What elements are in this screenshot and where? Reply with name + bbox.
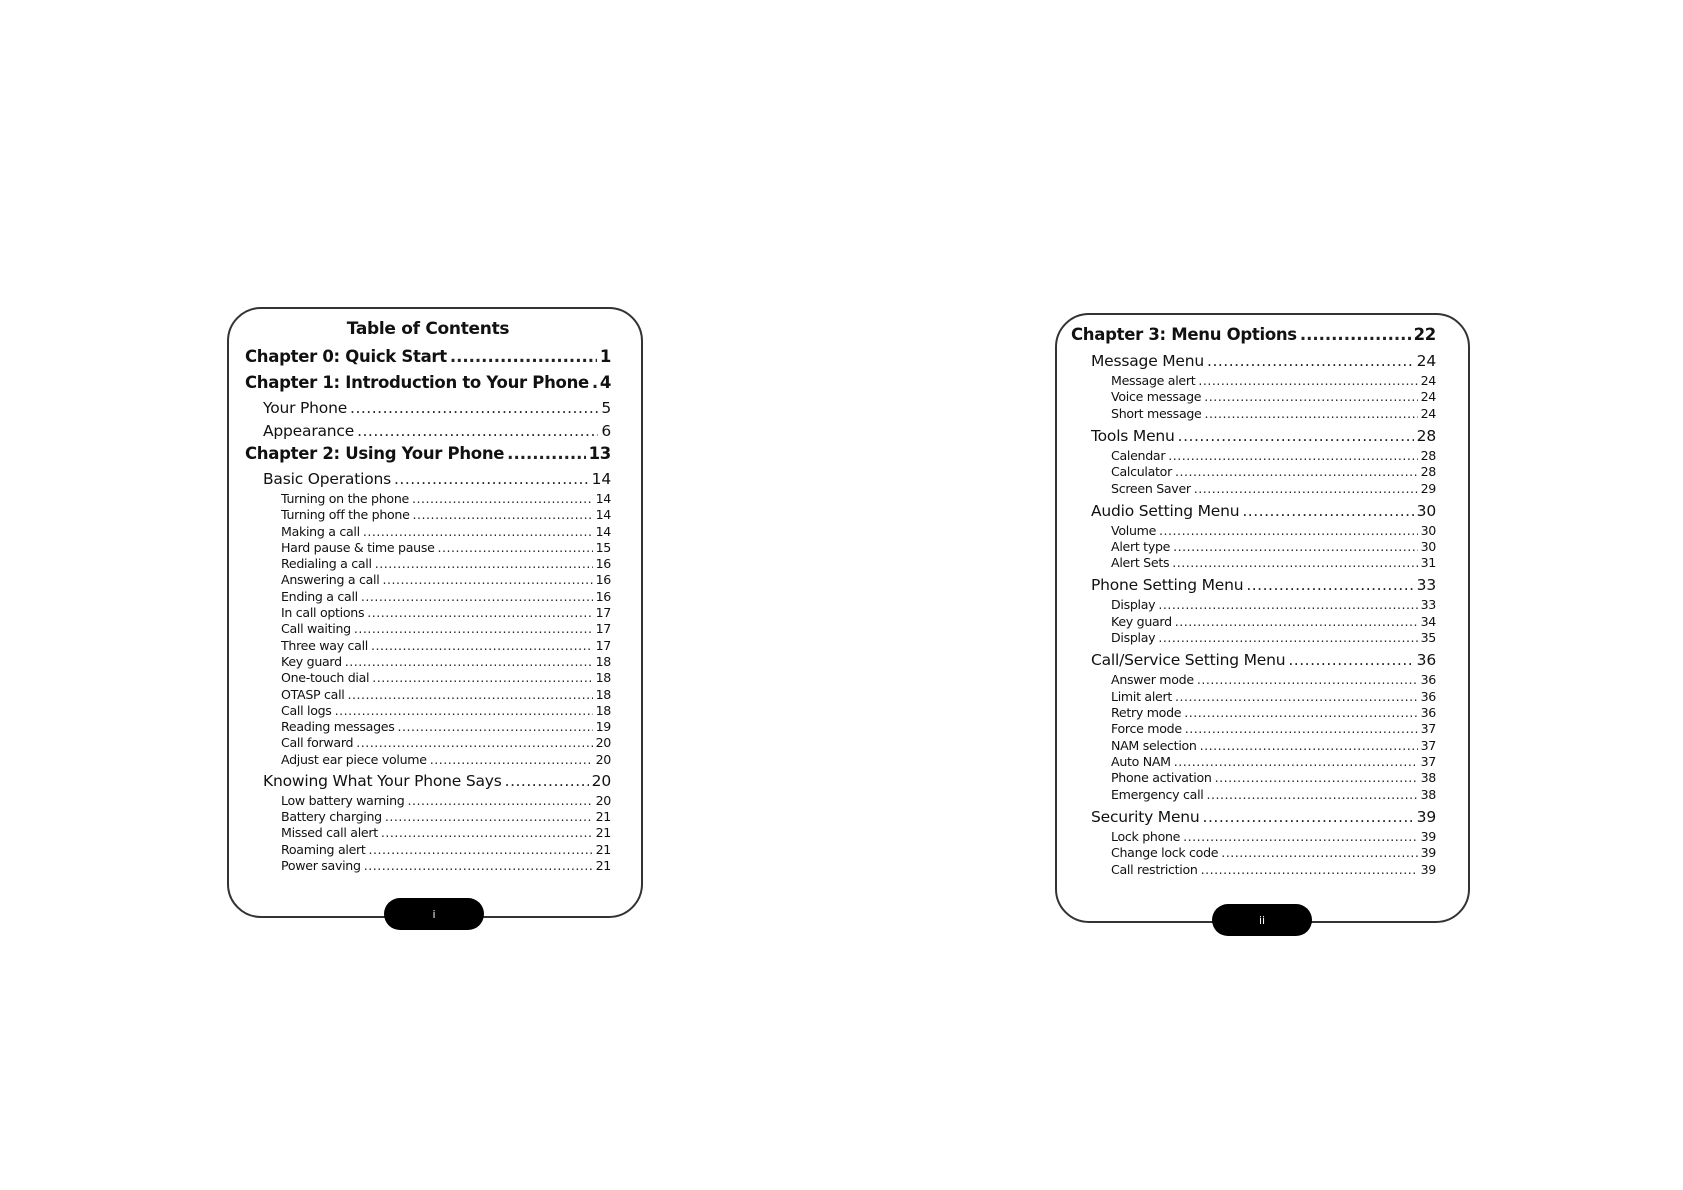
toc-entry-item[interactable]	[281, 541, 611, 555]
page-number-tab: ii	[1212, 904, 1312, 936]
entry-label: Display	[1111, 597, 1156, 613]
leader-dots	[430, 753, 593, 767]
entry-page-number: 20	[595, 751, 611, 767]
entry-label: Alert Sets	[1111, 555, 1170, 571]
entry-label: Call restriction	[1111, 861, 1198, 877]
entry-page-number: 24	[1420, 373, 1436, 388]
entry-page-number: 18	[595, 686, 611, 702]
toc-list	[1071, 325, 1436, 879]
toc-entry-section[interactable]	[263, 470, 611, 488]
entry-page-number: 22	[1413, 325, 1436, 344]
entry-page-number: 6	[601, 422, 611, 440]
toc-entry-item[interactable]	[281, 557, 611, 571]
leader-dots	[357, 422, 598, 440]
toc-entry-item[interactable]	[281, 826, 611, 840]
entry-page-number: 37	[1420, 737, 1436, 753]
leader-dots	[1175, 690, 1418, 704]
entry-label: Tools Menu	[1091, 426, 1175, 445]
entry-label: Basic Operations	[263, 470, 391, 488]
toc-entry-item[interactable]	[281, 671, 611, 685]
toc-entry-item[interactable]	[1111, 407, 1436, 421]
entry-label: Short message	[1111, 405, 1202, 421]
entry-page-number: 14	[591, 470, 611, 488]
leader-dots	[1184, 706, 1417, 720]
leader-dots	[347, 688, 592, 702]
entry-label: Hard pause & time pause	[281, 539, 435, 555]
leader-dots	[367, 606, 592, 620]
toc-entry-item[interactable]	[281, 525, 611, 539]
entry-page-number: 16	[595, 588, 611, 604]
leader-dots	[1158, 598, 1417, 612]
leader-dots	[364, 859, 593, 873]
entry-label: Auto NAM	[1111, 754, 1171, 770]
entry-label: Alert type	[1111, 538, 1171, 554]
toc-entry-item[interactable]	[281, 606, 611, 620]
entry-page-number: 17	[595, 621, 611, 637]
entry-page-number: 37	[1420, 721, 1436, 737]
entry-label: Calendar	[1111, 447, 1166, 463]
entry-label: Call forward	[281, 735, 354, 751]
entry-page-number: 14	[595, 523, 611, 539]
entry-page-number: 31	[1420, 555, 1436, 571]
leader-dots	[1175, 465, 1418, 479]
entry-label: Making a call	[281, 523, 360, 539]
leader-dots	[363, 525, 593, 539]
leader-dots	[356, 736, 592, 750]
leader-dots	[1174, 755, 1418, 769]
entry-label: Emergency call	[1111, 786, 1204, 802]
toc-entry-chapter[interactable]	[245, 444, 611, 463]
leader-dots	[1201, 863, 1418, 877]
entry-page-number: 28	[1416, 426, 1436, 445]
entry-page-number: 21	[595, 825, 611, 841]
entry-page-number: 35	[1420, 630, 1436, 646]
entry-label: Turning off the phone	[281, 507, 410, 523]
entry-label: Call waiting	[281, 621, 351, 637]
entry-page-number: 20	[595, 735, 611, 751]
toc-entry-section[interactable]	[1091, 352, 1436, 370]
entry-page-number: 21	[595, 841, 611, 857]
leader-dots	[1203, 808, 1414, 826]
leader-dots	[1221, 846, 1417, 860]
entry-page-number: 38	[1420, 770, 1436, 786]
entry-label: Key guard	[1111, 613, 1172, 629]
entry-page-number: 29	[1420, 480, 1436, 496]
entry-page-number: 19	[595, 719, 611, 735]
toc-entry-item[interactable]	[281, 753, 611, 767]
entry-page-number: 14	[595, 491, 611, 506]
toc-entry-section[interactable]	[1091, 502, 1436, 520]
toc-entry-item[interactable]	[1111, 390, 1436, 404]
leader-dots	[381, 826, 593, 840]
leader-dots	[1206, 788, 1417, 802]
leader-dots	[382, 573, 592, 587]
entry-label: Message Menu	[1091, 352, 1205, 370]
entry-page-number: 33	[1420, 597, 1436, 613]
leader-dots	[1242, 502, 1413, 520]
entry-label: Lock phone	[1111, 828, 1181, 844]
toc-entry-item[interactable]	[1111, 788, 1436, 802]
entry-page-number: 33	[1416, 576, 1436, 595]
toc-entry-item[interactable]	[281, 704, 611, 718]
entry-label: Power saving	[281, 857, 361, 873]
entry-page-number: 38	[1420, 786, 1436, 802]
toc-entry-item[interactable]	[281, 720, 611, 734]
entry-label: Chapter 0: Quick Start	[245, 347, 447, 366]
leader-dots	[371, 639, 593, 653]
leader-dots	[361, 590, 593, 604]
toc-entry-item[interactable]	[281, 639, 611, 653]
entry-page-number: 30	[1420, 538, 1436, 554]
entry-label: Missed call alert	[281, 825, 378, 841]
leader-dots	[1178, 427, 1414, 445]
toc-entry-item[interactable]	[281, 859, 611, 873]
entry-page-number: 20	[591, 771, 611, 790]
entry-page-number: 1	[599, 347, 611, 366]
toc-entry-item[interactable]	[1111, 615, 1436, 629]
entry-page-number: 39	[1420, 828, 1436, 844]
entry-page-number: 21	[595, 857, 611, 873]
entry-label: Reading messages	[281, 719, 395, 735]
toc-entry-item[interactable]	[281, 843, 611, 857]
leader-dots	[1168, 449, 1417, 463]
toc-entry-item[interactable]	[1111, 631, 1436, 645]
leader-dots	[408, 794, 593, 808]
toc-entry-item[interactable]	[281, 810, 611, 824]
toc-entry-item[interactable]	[1111, 755, 1436, 769]
leader-dots	[1173, 540, 1417, 554]
entry-page-number: 13	[588, 444, 611, 463]
toc-entry-item[interactable]	[281, 508, 611, 522]
toc-entry-item[interactable]	[1111, 540, 1436, 554]
entry-label: Chapter 3: Menu Options	[1071, 325, 1297, 344]
toc-entry-item[interactable]	[281, 492, 611, 506]
entry-label: Answer mode	[1111, 672, 1194, 688]
toc-entry-item[interactable]	[281, 590, 611, 604]
toc-entry-section[interactable]	[263, 772, 611, 790]
entry-page-number: 4	[599, 373, 611, 392]
leader-dots	[1185, 722, 1418, 736]
leader-dots	[354, 622, 593, 636]
leader-dots	[1200, 739, 1418, 753]
leader-dots	[372, 671, 592, 685]
leader-dots	[1246, 576, 1413, 594]
toc-entry-item[interactable]	[1111, 846, 1436, 860]
entry-label: Limit alert	[1111, 688, 1173, 704]
entry-label: Key guard	[281, 653, 342, 669]
entry-label: Audio Setting Menu	[1091, 501, 1240, 520]
toc-list	[245, 319, 611, 875]
leader-dots	[1159, 524, 1418, 538]
entry-page-number: 24	[1420, 405, 1436, 421]
entry-label: Display	[1111, 630, 1156, 646]
toc-title: Table of Contents	[346, 319, 510, 339]
entry-page-number: 30	[1420, 522, 1436, 538]
leader-dots	[592, 373, 597, 392]
toc-entry-section[interactable]	[1091, 427, 1436, 445]
toc-entry-section[interactable]	[1091, 576, 1436, 594]
leader-dots	[1198, 374, 1417, 388]
entry-page-number: 18	[595, 653, 611, 669]
entry-page-number: 28	[1420, 447, 1436, 463]
entry-label: Force mode	[1111, 721, 1182, 737]
entry-label: Retry mode	[1111, 704, 1182, 720]
entry-page-number: 39	[1416, 807, 1436, 826]
toc-entry-item[interactable]	[281, 655, 611, 669]
entry-label: Battery charging	[281, 809, 382, 825]
entry-label: NAM selection	[1111, 737, 1197, 753]
entry-label: Volume	[1111, 522, 1157, 538]
entry-page-number: 24	[1416, 352, 1436, 370]
entry-label: Call logs	[281, 702, 332, 718]
entry-label: Adjust ear piece volume	[281, 751, 427, 767]
entry-label: Turning on the phone	[281, 491, 409, 506]
leader-dots	[1158, 631, 1417, 645]
toc-page-right	[1055, 313, 1470, 923]
toc-entry-section[interactable]	[263, 422, 611, 440]
entry-label: Change lock code	[1111, 845, 1219, 861]
entry-page-number: 24	[1420, 389, 1436, 405]
toc-entry-chapter[interactable]	[245, 347, 611, 366]
leader-dots	[394, 470, 589, 488]
entry-page-number: 16	[595, 572, 611, 588]
entry-label: Knowing What Your Phone Says	[263, 771, 502, 790]
entry-label: OTASP call	[281, 686, 345, 702]
entry-label: Security Menu	[1091, 807, 1200, 826]
entry-page-number: 34	[1420, 613, 1436, 629]
entry-page-number: 39	[1420, 861, 1436, 877]
toc-entry-item[interactable]	[1111, 556, 1436, 570]
entry-label: Redialing a call	[281, 556, 372, 572]
leader-dots	[1197, 673, 1418, 687]
leader-dots	[507, 444, 585, 463]
toc-entry-item[interactable]	[1111, 374, 1436, 388]
toc-entry-item[interactable]	[1111, 690, 1436, 704]
leader-dots	[505, 772, 589, 790]
toc-entry-item[interactable]	[1111, 673, 1436, 687]
leader-dots	[1172, 556, 1417, 570]
leader-dots	[413, 508, 593, 522]
leader-dots	[1288, 651, 1413, 669]
entry-page-number: 37	[1420, 754, 1436, 770]
toc-entry-item[interactable]	[281, 622, 611, 636]
leader-dots	[350, 399, 598, 417]
leader-dots	[1175, 615, 1418, 629]
entry-label: Calculator	[1111, 464, 1172, 480]
entry-label: Roaming alert	[281, 841, 366, 857]
entry-label: Low battery warning	[281, 792, 405, 808]
entry-page-number: 20	[595, 792, 611, 808]
leader-dots	[375, 557, 593, 571]
entry-page-number: 21	[595, 809, 611, 825]
entry-label: Phone Setting Menu	[1091, 576, 1244, 595]
toc-entry-item[interactable]	[281, 736, 611, 750]
toc-entry-chapter[interactable]	[1071, 325, 1436, 344]
leader-dots	[438, 541, 593, 555]
entry-page-number: 36	[1420, 704, 1436, 720]
entry-label: Message alert	[1111, 373, 1196, 388]
leader-dots	[1204, 390, 1417, 404]
entry-page-number: 36	[1416, 651, 1436, 670]
toc-page-left	[227, 307, 643, 918]
entry-page-number: 5	[601, 399, 611, 417]
toc-entry-item[interactable]	[281, 688, 611, 702]
toc-entry-item[interactable]	[1111, 465, 1436, 479]
entry-label: Ending a call	[281, 588, 358, 604]
toc-entry-chapter[interactable]	[245, 373, 611, 392]
leader-dots	[1215, 771, 1418, 785]
leader-dots	[1183, 830, 1417, 844]
leader-dots	[397, 720, 592, 734]
entry-label: One-touch dial	[281, 670, 370, 686]
toc-entry-item[interactable]	[1111, 771, 1436, 785]
entry-label: Call/Service Setting Menu	[1091, 651, 1286, 670]
entry-page-number: 36	[1420, 672, 1436, 688]
toc-entry-item[interactable]	[1111, 449, 1436, 463]
entry-page-number: 16	[595, 556, 611, 572]
toc-entry-item[interactable]	[1111, 482, 1436, 496]
toc-entry-item[interactable]	[1111, 598, 1436, 612]
leader-dots	[1300, 325, 1411, 344]
entry-page-number: 15	[595, 539, 611, 555]
toc-entry-section[interactable]	[1091, 808, 1436, 826]
leader-dots	[1207, 352, 1414, 370]
leader-dots	[1194, 482, 1418, 496]
leader-dots	[345, 655, 593, 669]
entry-page-number: 18	[595, 702, 611, 718]
leader-dots	[335, 704, 593, 718]
toc-entry-item[interactable]	[1111, 706, 1436, 720]
entry-label: Screen Saver	[1111, 480, 1191, 496]
entry-page-number: 17	[595, 637, 611, 653]
leader-dots	[412, 492, 593, 506]
entry-label: Chapter 1: Introduction to Your Phone	[245, 373, 589, 392]
entry-page-number: 28	[1420, 464, 1436, 480]
entry-page-number: 30	[1416, 501, 1436, 520]
entry-label: Your Phone	[263, 399, 348, 417]
entry-page-number: 17	[595, 605, 611, 621]
toc-entry-section[interactable]	[263, 399, 611, 417]
entry-label: In call options	[281, 605, 365, 621]
entry-page-number: 39	[1420, 845, 1436, 861]
entry-label: Appearance	[263, 422, 355, 440]
leader-dots	[450, 347, 597, 366]
entry-page-number: 14	[595, 507, 611, 523]
leader-dots	[1205, 407, 1418, 421]
entry-label: Three way call	[281, 637, 368, 653]
toc-entry-item[interactable]	[1111, 863, 1436, 877]
leader-dots	[385, 810, 593, 824]
entry-label: Phone activation	[1111, 770, 1212, 786]
toc-entry-item[interactable]	[1111, 739, 1436, 753]
toc-entry-item[interactable]	[281, 573, 611, 587]
toc-entry-item[interactable]	[1111, 830, 1436, 844]
toc-entry-item[interactable]	[1111, 722, 1436, 736]
toc-entry-item[interactable]	[281, 794, 611, 808]
toc-entry-section[interactable]	[1091, 651, 1436, 669]
entry-label: Voice message	[1111, 389, 1202, 405]
toc-entry-item[interactable]	[1111, 524, 1436, 538]
leader-dots	[369, 843, 593, 857]
page-number-tab: i	[384, 898, 484, 930]
entry-page-number: 18	[595, 670, 611, 686]
entry-page-number: 36	[1420, 688, 1436, 704]
entry-label: Chapter 2: Using Your Phone	[245, 444, 505, 463]
entry-label: Answering a call	[281, 572, 380, 588]
